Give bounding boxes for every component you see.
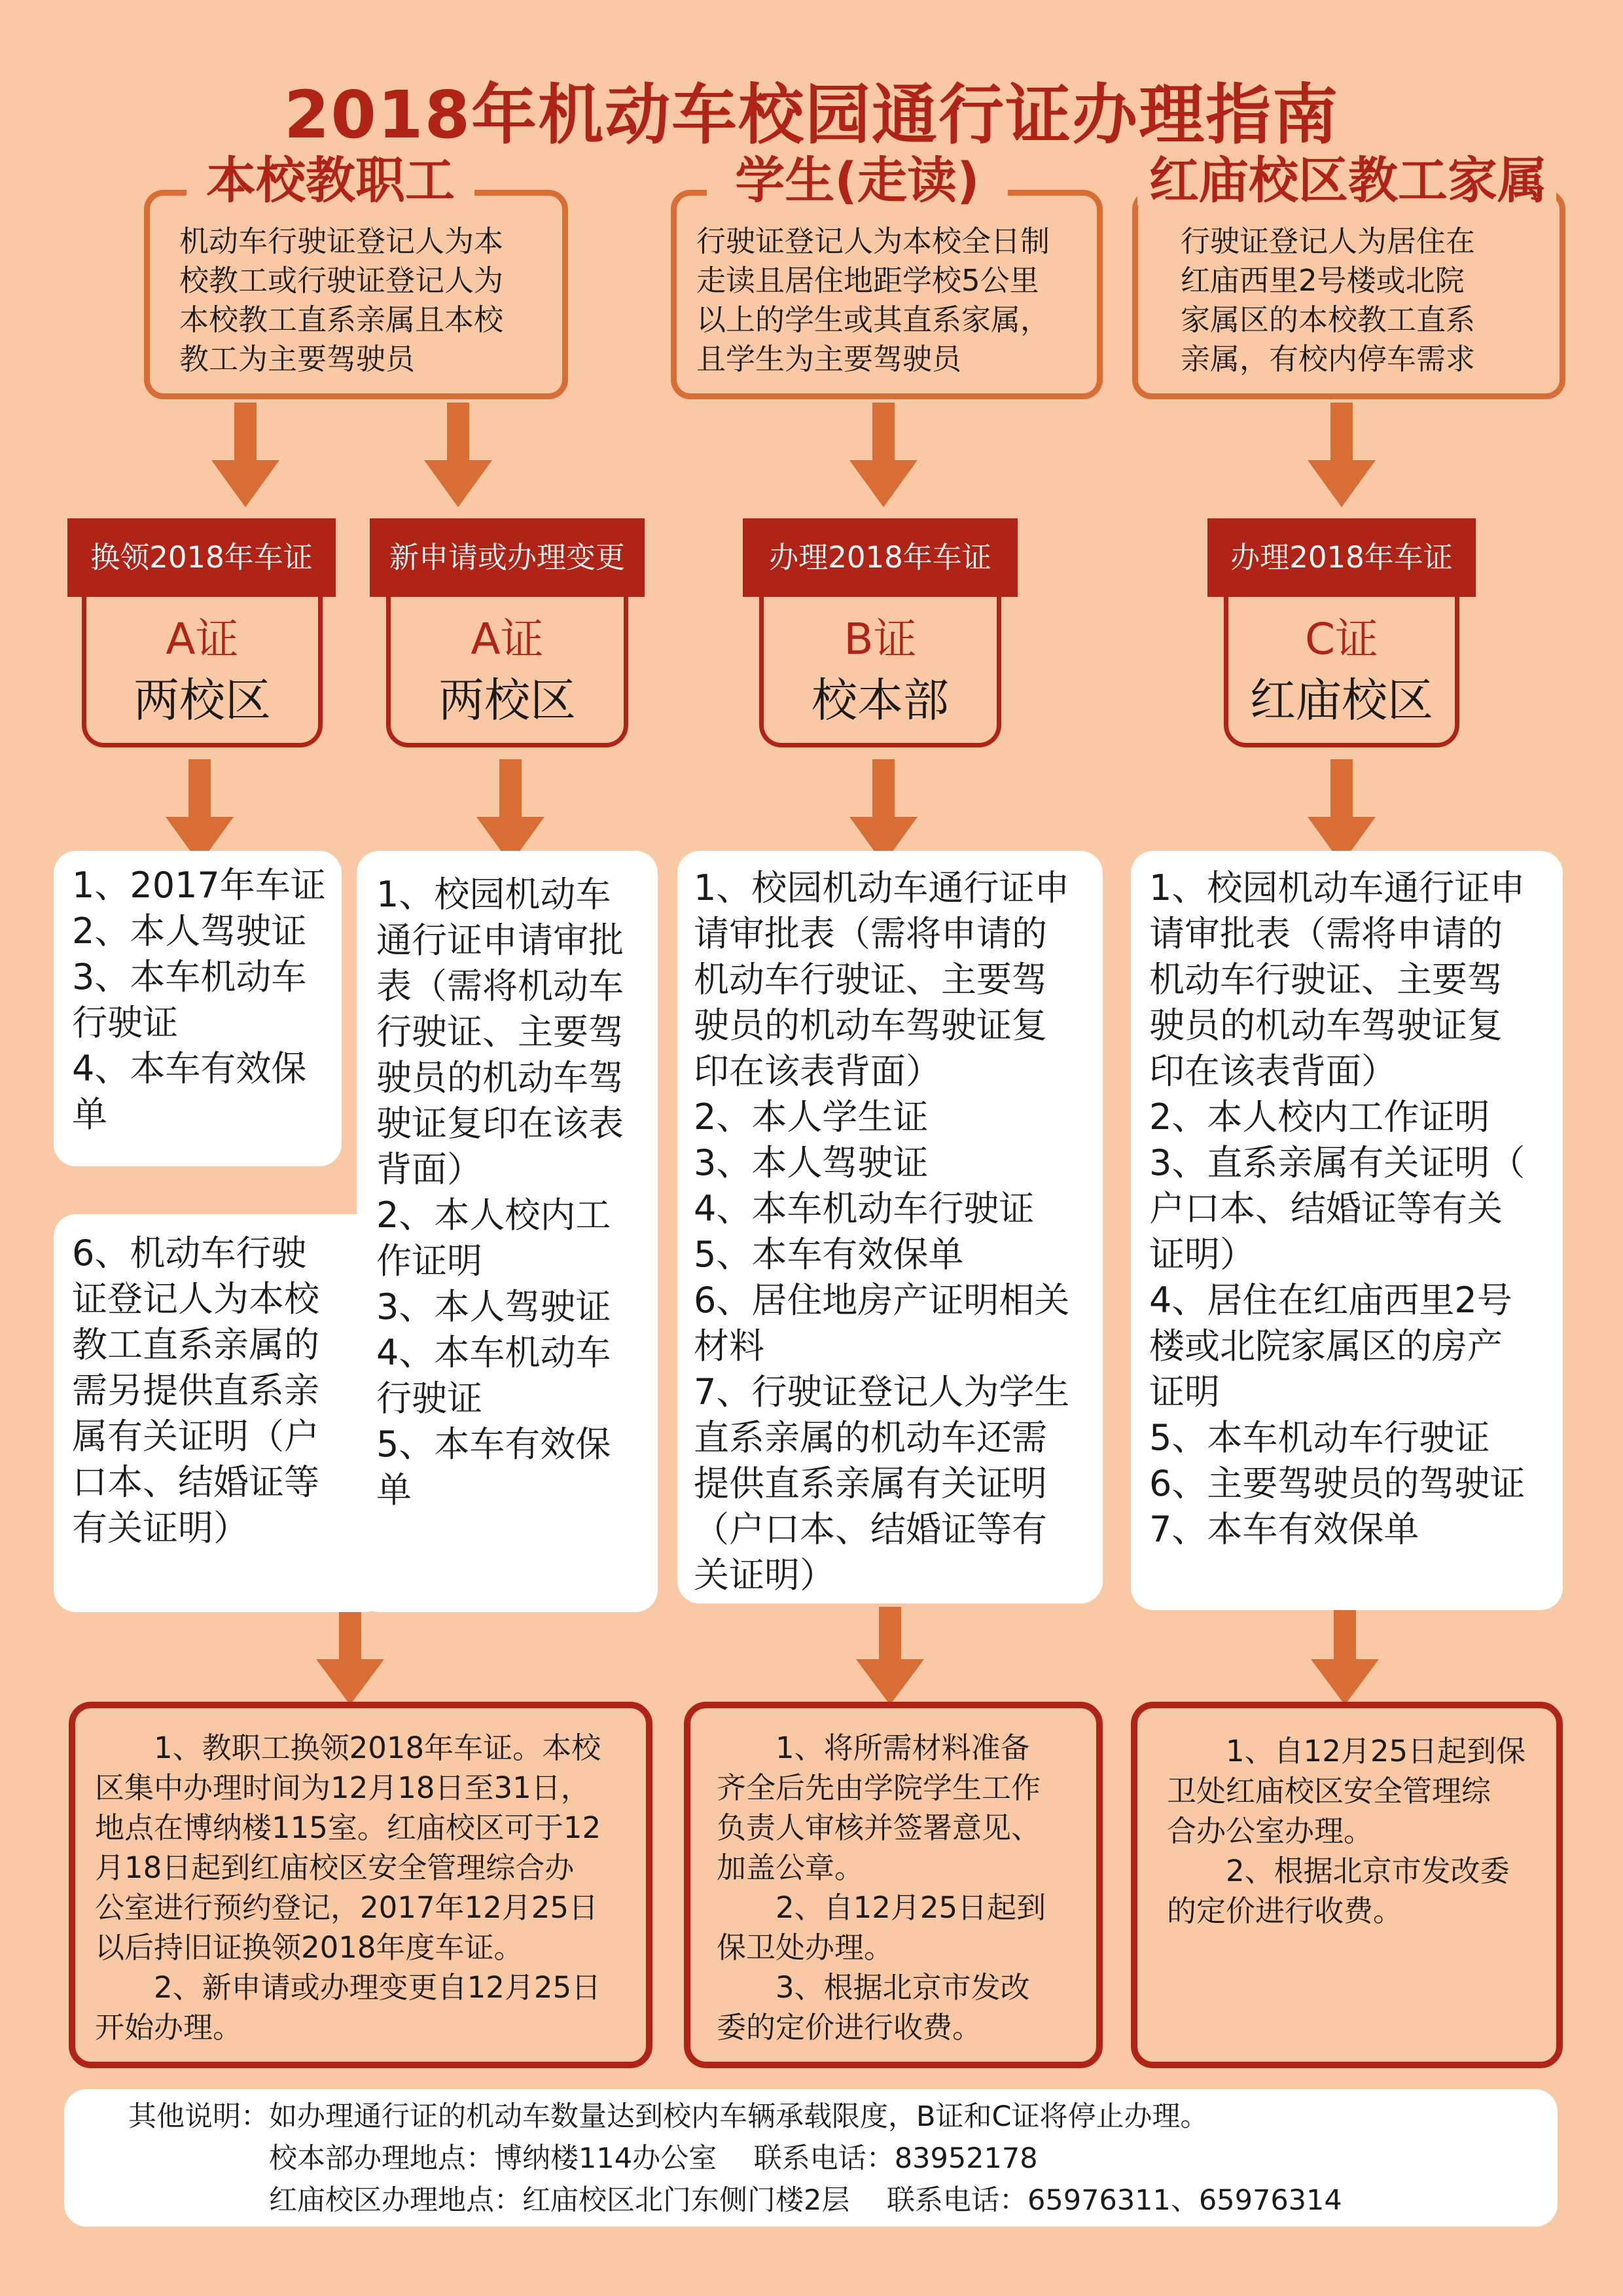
- arrow-down-icon: [1308, 759, 1376, 864]
- cert-banner-new: 新申请或办理变更: [370, 518, 645, 597]
- cert-banner-student: 办理2018年车证: [743, 518, 1018, 597]
- cert-code: C证: [1304, 614, 1379, 664]
- cert-box-renew: [82, 597, 323, 747]
- arrow-down-icon: [849, 759, 918, 864]
- category-title-family: 红庙校区教工家属: [1137, 156, 1556, 206]
- cert-area: 两校区: [134, 673, 271, 727]
- cert-area: 两校区: [438, 673, 576, 727]
- arrow-down-icon: [166, 759, 234, 864]
- arrow-down-icon: [849, 403, 918, 507]
- cert-code: B证: [844, 614, 917, 664]
- cert-box-family: [1224, 597, 1459, 747]
- category-title-staff: 本校教职工: [187, 156, 474, 206]
- cert-banner-family: 办理2018年车证: [1207, 518, 1476, 597]
- requirements-new: [357, 851, 658, 1612]
- cert-box-student: [759, 597, 1001, 747]
- note-student: 1、将所需材料准备 齐全后先由学院学生工作 负责人审核并签署意见、 加盖公章。 2、自12月25日起到 保卫处办理。 3、根据北京市发改 委的定价进行收费。: [684, 1702, 1103, 2068]
- cert-code: A证: [166, 614, 239, 664]
- note-staff: 1、教职工换领2018年车证。本校 区集中办理时间为12月18日至31日， 地点在博纳楼115室。红庙校区可于12 月18日起到红庙校区安全管理综合办 公室进行预约登记，2017年12月25日 以后持旧证换领2018年度车证。 2、新申请或办理变更自12月25日 开始办理。: [69, 1702, 652, 2068]
- category-desc-staff: 机动车行驶证登记人为本 校教工或行驶证登记人为 本校教工直系亲属且本校 教工为主要驾驶员: [179, 224, 504, 376]
- arrow-down-icon: [1308, 403, 1376, 507]
- cert-area: 校本部: [812, 673, 949, 727]
- cert-code: A证: [471, 614, 544, 664]
- requirements-renew: [54, 851, 342, 1166]
- category-desc-student: 行驶证登记人为本校全日制 走读且居住地距学校5公里 以上的学生或其直系家属， 且学生为主要驾驶员: [696, 224, 1050, 376]
- requirements-student: [677, 851, 1103, 1604]
- arrow-down-icon: [1311, 1607, 1379, 1705]
- arrow-down-icon: [424, 403, 492, 507]
- arrow-down-icon: [211, 403, 279, 507]
- arrow-down-icon: [316, 1607, 384, 1705]
- page-title: 2018年机动车校园通行证办理指南: [283, 77, 1340, 153]
- arrow-down-icon: [476, 759, 544, 864]
- requirements-student-list: 1、校园机动车通行证申 请审批表（需将申请的 机动车行驶证、主要驾 驶员的机动车驾驶证复 印在该表背面） 2、本人学生证 3、本人驾驶证 4、本车机动车行驶证 5、本车有效保单 6、居住地房产证明相关 材料 7、行驶证登记人为学生 直系亲属的机动车还需 提供直系亲属有关证明 （户口本、结婚证等有 关证明）: [694, 867, 1070, 1596]
- requirements-family-list: 1、校园机动车通行证申 请审批表（需将申请的 机动车行驶证、主要驾 驶员的机动车驾驶证复 印在该表背面） 2、本人校内工作证明 3、直系亲属有关证明（ 户口本、结婚证等有关 证明） 4、居住在红庙西里2号 楼或北院家属区的房产 证明 5、本车机动车行驶证 6、主要驾驶员的驾驶证 7、本车有效保单: [1149, 867, 1525, 1550]
- requirements-new-list: 1、校园机动车 通行证申请审批 表（需将机动车 行驶证、主要驾 驶员的机动车驾 驶证复印在该表 背面） 2、本人校内工 作证明 3、本人驾驶证 4、本车机动车 行驶证 5、本车有效保 单: [376, 874, 624, 1511]
- requirements-renew-list: 1、2017年车证 2、本人驾驶证 3、本车机动车 行驶证 4、本车有效保 单: [72, 865, 326, 1135]
- cert-area: 红庙校区: [1250, 673, 1433, 727]
- requirements-staff-extra: [54, 1214, 387, 1612]
- category-desc-family: 行驶证登记人为居住在 红庙西里2号楼或北院 家属区的本校教工直系 亲属，有校内停车需求: [1181, 224, 1476, 376]
- footer-notes: 其他说明：如办理通行证的机动车数量达到校内车辆承载限度，B证和C证将停止办理。 校本部办理地点：博纳楼114办公室 联系电话：83952178 红庙校区办理地点：红庙校区北门东侧门楼2层 联系电话：65976311、65976314: [64, 2089, 1558, 2227]
- requirements-staff-extra-list: 6、机动车行驶 证登记人为本校 教工直系亲属的 需另提供直系亲 属有关证明（户 口本、结婚证等 有关证明）: [72, 1232, 319, 1549]
- cert-banner-renew: 换领2018年车证: [67, 518, 336, 597]
- arrow-down-icon: [856, 1607, 924, 1705]
- requirements-family: [1131, 851, 1563, 1610]
- note-family: 1、自12月25日起到保 卫处红庙校区安全管理综 合办公室办理。 2、根据北京市发改委 的定价进行收费。: [1131, 1702, 1563, 2068]
- cert-box-new: [386, 597, 628, 747]
- category-title-student: 学生(走读): [707, 156, 1008, 206]
